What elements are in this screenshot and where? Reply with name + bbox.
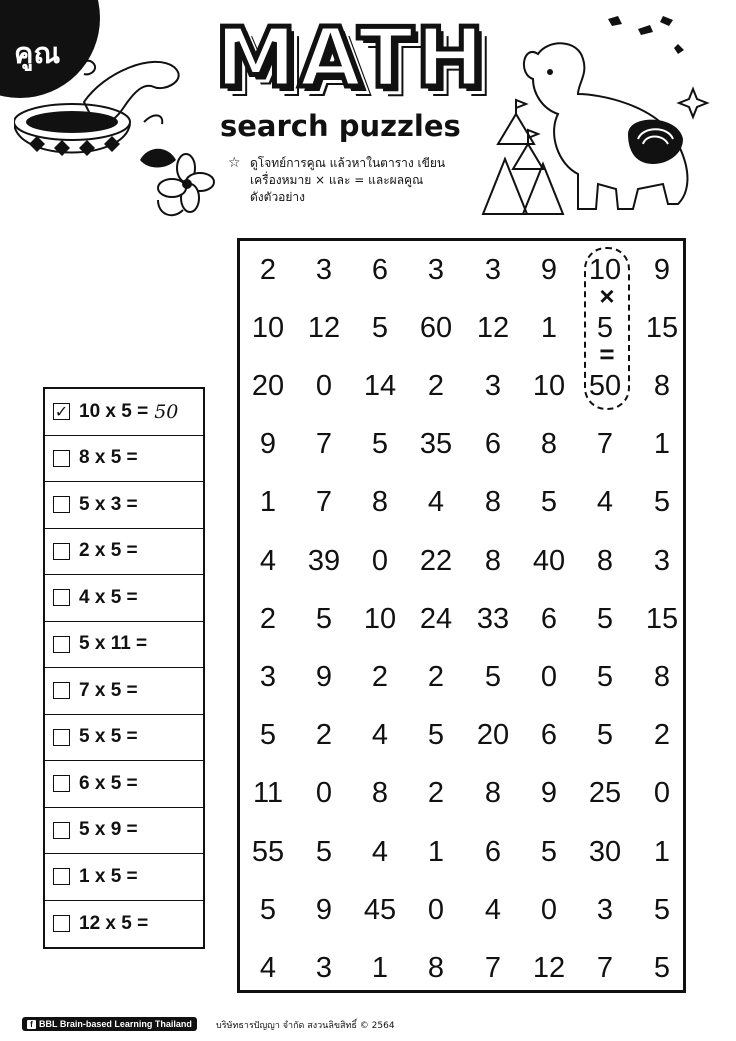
grid-cell: 6 bbox=[484, 835, 502, 868]
grid-cell: 50 bbox=[588, 369, 622, 402]
problem-equation: 12 x 5 = bbox=[79, 912, 149, 934]
grid-cell: 1 bbox=[653, 428, 671, 461]
grid-cell: 0 bbox=[653, 777, 671, 810]
grid-cell: 10 bbox=[532, 369, 566, 402]
problem-checkbox[interactable] bbox=[53, 868, 70, 885]
grid-cell: 0 bbox=[540, 660, 558, 693]
example-highlight bbox=[584, 247, 630, 410]
problem-equation: 5 x 11 = bbox=[79, 633, 148, 655]
grid-cell: 5 bbox=[596, 602, 614, 635]
checkmark-icon: ✓ bbox=[54, 401, 69, 421]
grid-cell: 5 bbox=[315, 602, 333, 635]
problem-row bbox=[45, 901, 203, 948]
grid-cell: 20 bbox=[476, 719, 510, 752]
grid-cell: 4 bbox=[371, 835, 389, 868]
grid-cell: 5 bbox=[315, 835, 333, 868]
problem-checkbox[interactable] bbox=[53, 496, 70, 513]
grid-cell: 0 bbox=[315, 369, 333, 402]
grid-cell: 10 bbox=[363, 602, 397, 635]
problem-checkbox[interactable] bbox=[53, 915, 70, 932]
star-icon: ☆ bbox=[228, 155, 241, 171]
grid-cell: 14 bbox=[363, 369, 397, 402]
example-equals-mark: = bbox=[599, 339, 615, 369]
grid-cell: 9 bbox=[653, 253, 671, 286]
problem-row bbox=[45, 715, 203, 762]
grid-cell: 35 bbox=[419, 428, 453, 461]
grid-cell: 4 bbox=[427, 486, 445, 519]
grid-cell: 7 bbox=[315, 428, 333, 461]
grid-cell: 33 bbox=[476, 602, 510, 635]
problem-checkbox[interactable] bbox=[53, 729, 70, 746]
grid-cell: 5 bbox=[596, 311, 614, 344]
problem-answer: 50 bbox=[154, 400, 179, 423]
grid-cell: 8 bbox=[484, 544, 502, 577]
grid-cell: 39 bbox=[307, 544, 341, 577]
problem-checkbox[interactable] bbox=[53, 822, 70, 839]
grid-cell: 11 bbox=[252, 777, 284, 810]
problem-row bbox=[45, 436, 203, 483]
problem-row bbox=[45, 854, 203, 901]
grid-cell: 40 bbox=[532, 544, 566, 577]
grid-cell: 1 bbox=[371, 951, 389, 984]
grid-cell: 1 bbox=[259, 486, 277, 519]
problem-row bbox=[45, 389, 203, 436]
problem-checkbox[interactable] bbox=[53, 450, 70, 467]
problem-row bbox=[45, 761, 203, 808]
grid-cell: 15 bbox=[645, 602, 679, 635]
grid-cell: 8 bbox=[653, 660, 671, 693]
corner-label: คูณ bbox=[14, 36, 61, 70]
grid-cell: 4 bbox=[484, 893, 502, 926]
grid-cell: 3 bbox=[596, 893, 614, 926]
instruction-text: ดูโจทย์การคูณ แล้วหาในตาราง เขียน เครื่องหมาย × และ = และผลคูณ ดังตัวอย่าง bbox=[250, 156, 446, 204]
grid-cell: 8 bbox=[596, 544, 614, 577]
grid-cell: 1 bbox=[427, 835, 445, 868]
grid-cell: 2 bbox=[315, 719, 333, 752]
grid-cell: 7 bbox=[484, 951, 502, 984]
grid-cell: 60 bbox=[419, 311, 453, 344]
problem-equation: 1 x 5 = bbox=[79, 865, 138, 887]
grid-cell: 0 bbox=[427, 893, 445, 926]
flower-illustration bbox=[138, 140, 218, 220]
grid-cell: 9 bbox=[540, 777, 558, 810]
grid-cell: 9 bbox=[315, 893, 333, 926]
problem-row bbox=[45, 808, 203, 855]
grid-cell: 22 bbox=[419, 544, 453, 577]
grid-cell: 8 bbox=[427, 951, 445, 984]
grid-cell: 20 bbox=[251, 369, 285, 402]
grid-cell: 8 bbox=[540, 428, 558, 461]
grid-cell: 5 bbox=[653, 486, 671, 519]
grid-cell: 2 bbox=[371, 660, 389, 693]
problem-equation: 6 x 5 = bbox=[79, 772, 138, 794]
grid-cell: 8 bbox=[484, 777, 502, 810]
grid-cell: 4 bbox=[371, 719, 389, 752]
footer-copyright: บริษัทธารปัญญา จำกัด สงวนลิขสิทธิ์ © 2564 bbox=[216, 1021, 395, 1031]
grid-cell: 8 bbox=[484, 486, 502, 519]
grid-cell: 3 bbox=[653, 544, 671, 577]
grid-cell: 5 bbox=[653, 951, 671, 984]
grid-cell: 3 bbox=[315, 951, 333, 984]
problem-row bbox=[45, 529, 203, 576]
grid-cell: 5 bbox=[540, 835, 558, 868]
problem-equation: 5 x 3 = bbox=[79, 493, 138, 515]
grid-cell: 6 bbox=[540, 719, 558, 752]
problem-equation: 10 x 5 = bbox=[79, 400, 149, 422]
problem-checkbox[interactable] bbox=[53, 775, 70, 792]
grid-cell: 7 bbox=[315, 486, 333, 519]
problem-row bbox=[45, 668, 203, 715]
grid-cell: 45 bbox=[363, 893, 397, 926]
problem-equation: 2 x 5 = bbox=[79, 540, 138, 562]
grid-cell: 7 bbox=[596, 428, 614, 461]
problem-equation: 4 x 5 = bbox=[79, 586, 138, 608]
grid-cell: 9 bbox=[540, 253, 558, 286]
grid-cell: 5 bbox=[259, 893, 277, 926]
problem-equation: 5 x 9 = bbox=[79, 819, 138, 841]
grid-cell: 9 bbox=[315, 660, 333, 693]
grid-cell: 2 bbox=[259, 602, 277, 635]
grid-cell: 5 bbox=[427, 719, 445, 752]
problem-list bbox=[43, 387, 205, 949]
grid-cell: 5 bbox=[540, 486, 558, 519]
example-times-mark: × bbox=[599, 281, 615, 311]
problem-checkbox[interactable] bbox=[53, 589, 70, 606]
grid-cell: 2 bbox=[259, 253, 277, 286]
grid-cell: 5 bbox=[596, 660, 614, 693]
grid-cell: 3 bbox=[259, 660, 277, 693]
grid-cell: 10 bbox=[251, 311, 285, 344]
grid-cell: 1 bbox=[653, 835, 671, 868]
grid-cell: 6 bbox=[484, 428, 502, 461]
grid-cell: 12 bbox=[532, 951, 566, 984]
grid-cell: 2 bbox=[427, 777, 445, 810]
grid-cell: 24 bbox=[419, 602, 453, 635]
grid-cell: 3 bbox=[484, 253, 502, 286]
grid-cell: 6 bbox=[540, 602, 558, 635]
grid-cell: 3 bbox=[315, 253, 333, 286]
grid-cell: 2 bbox=[427, 660, 445, 693]
grid-cell: 30 bbox=[588, 835, 622, 868]
grid-cell: 12 bbox=[476, 311, 510, 344]
grid-cell: 5 bbox=[259, 719, 277, 752]
grid-cell: 0 bbox=[315, 777, 333, 810]
grid-cell: 12 bbox=[307, 311, 341, 344]
grid-cell: 8 bbox=[371, 486, 389, 519]
grid-cell: 0 bbox=[371, 544, 389, 577]
grid-cell: 2 bbox=[653, 719, 671, 752]
grid-cell: 8 bbox=[653, 369, 671, 402]
problem-equation: 8 x 5 = bbox=[79, 447, 138, 469]
problem-row bbox=[45, 575, 203, 622]
grid-cell: 0 bbox=[540, 893, 558, 926]
grid-cell: 10 bbox=[588, 253, 622, 286]
problem-checkbox[interactable] bbox=[53, 403, 70, 420]
grid-cell: 4 bbox=[259, 544, 277, 577]
problem-row bbox=[45, 622, 203, 669]
grid-cell: 1 bbox=[540, 311, 558, 344]
footer-badge bbox=[22, 1017, 197, 1031]
elephant-illustration bbox=[478, 14, 723, 224]
page-subtitle: search puzzles bbox=[220, 109, 461, 143]
grid-cell: 4 bbox=[259, 951, 277, 984]
problem-checkbox[interactable] bbox=[53, 682, 70, 699]
footer-badge-text: BBL Brain-based Learning Thailand bbox=[39, 1019, 192, 1029]
grid-cell: 5 bbox=[596, 719, 614, 752]
grid-cell: 25 bbox=[588, 777, 622, 810]
problem-equation: 5 x 5 = bbox=[79, 726, 138, 748]
grid-cell: 5 bbox=[484, 660, 502, 693]
problem-checkbox[interactable] bbox=[53, 543, 70, 560]
grid-cell: 5 bbox=[653, 893, 671, 926]
grid-cell: 3 bbox=[484, 369, 502, 402]
grid-cell: 7 bbox=[596, 951, 614, 984]
grid-cell: 15 bbox=[645, 311, 679, 344]
grid-cell: 8 bbox=[371, 777, 389, 810]
grid-cell: 3 bbox=[427, 253, 445, 286]
grid-cell: 4 bbox=[596, 486, 614, 519]
page-title: MATH bbox=[215, 11, 487, 106]
grid-cell: 5 bbox=[371, 311, 389, 344]
grid-cell: 2 bbox=[427, 369, 445, 402]
problem-equation: 7 x 5 = bbox=[79, 679, 138, 701]
grid-cell: 9 bbox=[259, 428, 277, 461]
grid-cell: 55 bbox=[251, 835, 285, 868]
problem-row bbox=[45, 482, 203, 529]
problem-checkbox[interactable] bbox=[53, 636, 70, 653]
grid-cell: 6 bbox=[371, 253, 389, 286]
grid-cell: 5 bbox=[371, 428, 389, 461]
facebook-icon: f bbox=[27, 1020, 36, 1029]
